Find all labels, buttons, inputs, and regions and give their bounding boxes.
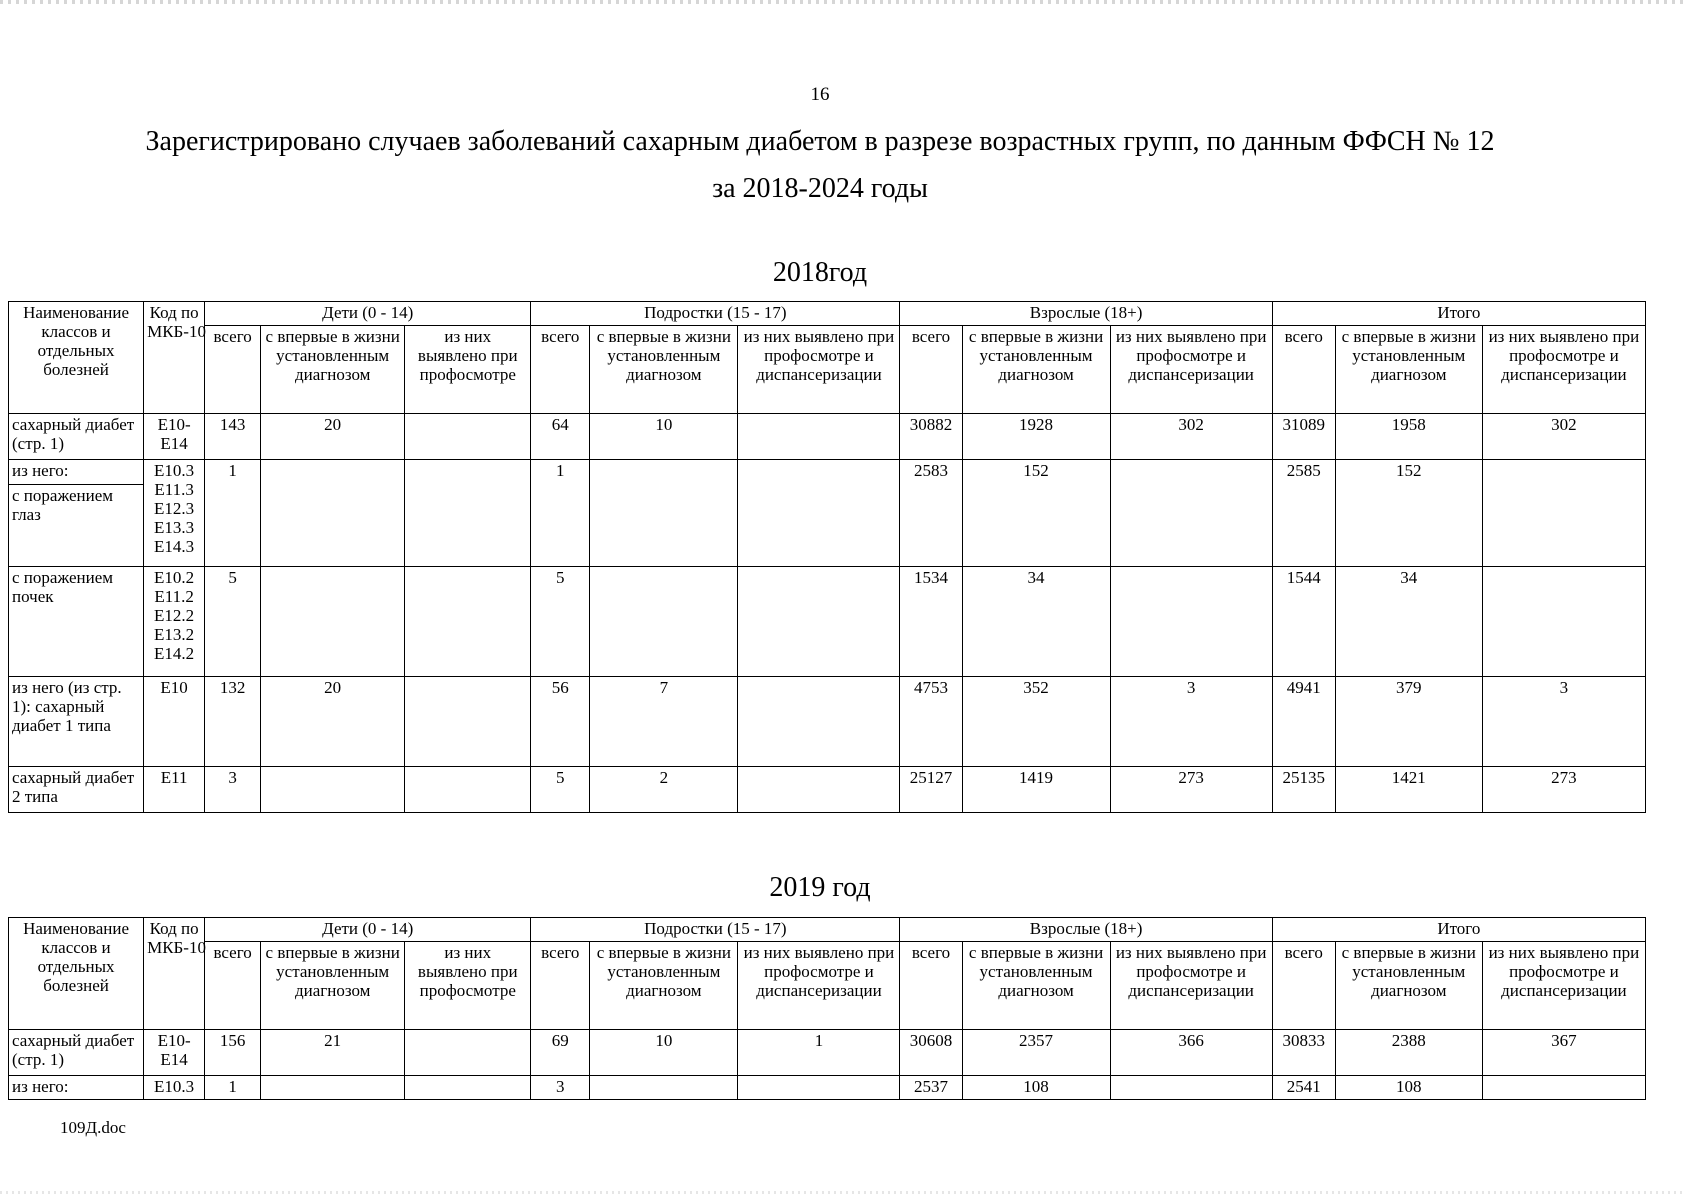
table-2018 xyxy=(8,301,1646,813)
row-code: E10-E14 xyxy=(144,1030,205,1076)
cell-value xyxy=(738,1076,900,1100)
header-total: всего xyxy=(1272,326,1335,414)
cell-value: 1419 xyxy=(962,767,1110,813)
header-first-diagnosis: с впервые в жизни установленным диагнозом xyxy=(962,326,1110,414)
cell-value: 21 xyxy=(261,1030,405,1076)
cell-value xyxy=(405,767,531,813)
row-name: с поражением глаз xyxy=(9,485,144,567)
header-first-diagnosis: с впервые в жизни установленным диагнозом xyxy=(1335,326,1482,414)
cell-value: 132 xyxy=(205,677,261,767)
header-first-diagnosis: с впервые в жизни установленным диагнозом xyxy=(261,942,405,1030)
cell-value xyxy=(1110,1076,1272,1100)
cell-value xyxy=(1482,567,1645,677)
table-row xyxy=(9,460,1646,485)
cell-value: 30882 xyxy=(900,414,962,460)
header-group-total: Итого xyxy=(1272,918,1645,942)
cell-value: 273 xyxy=(1110,767,1272,813)
cell-value: 302 xyxy=(1110,414,1272,460)
header-first-diagnosis: с впервые в жизни установленным диагнозом xyxy=(962,942,1110,1030)
footer-filename: 109Д.doc xyxy=(60,1118,126,1137)
row-code: E10.3 xyxy=(144,1076,205,1100)
cell-value: 152 xyxy=(1335,460,1482,567)
header-found-checkup: из них выявлено при профосмотре и диспансеризации xyxy=(738,326,900,414)
cell-value: 2583 xyxy=(900,460,962,567)
cell-value: 1421 xyxy=(1335,767,1482,813)
year-heading-2018: 2018год xyxy=(772,257,868,288)
cell-value: 3 xyxy=(531,1076,590,1100)
cell-value: 69 xyxy=(531,1030,590,1076)
year-heading-2019: 2019 год xyxy=(769,872,871,903)
header-first-diagnosis: с впервые в жизни установленным диагнозом xyxy=(261,326,405,414)
header-first-diagnosis: с впервые в жизни установленным диагнозом xyxy=(590,326,738,414)
cell-value: 2388 xyxy=(1335,1030,1482,1076)
header-group-children: Дети (0 - 14) xyxy=(205,918,531,942)
cell-value: 5 xyxy=(531,767,590,813)
cell-value: 152 xyxy=(962,460,1110,567)
cell-value: 30608 xyxy=(900,1030,962,1076)
row-code: E11 xyxy=(144,767,205,813)
cell-value xyxy=(1482,460,1645,567)
row-code: E10-E14 xyxy=(144,414,205,460)
cell-value: 4941 xyxy=(1272,677,1335,767)
cell-value: 25135 xyxy=(1272,767,1335,813)
cell-value: 1544 xyxy=(1272,567,1335,677)
row-name: сахарный диабет (стр. 1) xyxy=(9,414,144,460)
row-name: с поражением почек xyxy=(9,567,144,677)
table-row xyxy=(9,1076,1646,1100)
cell-value: 25127 xyxy=(900,767,962,813)
header-group-teens: Подростки (15 - 17) xyxy=(531,302,900,326)
cell-value: 367 xyxy=(1482,1030,1645,1076)
header-found-checkup: из них выявлено при профосмотре и диспансеризации xyxy=(1110,326,1272,414)
cell-value xyxy=(405,1076,531,1100)
cell-value xyxy=(405,567,531,677)
cell-value: 2 xyxy=(590,767,738,813)
cell-value: 273 xyxy=(1482,767,1645,813)
cell-value: 2541 xyxy=(1272,1076,1335,1100)
header-first-diagnosis: с впервые в жизни установленным диагнозом xyxy=(590,942,738,1030)
cell-value xyxy=(1482,1076,1645,1100)
table-row xyxy=(9,567,1646,677)
cell-value xyxy=(1110,567,1272,677)
cell-value xyxy=(1110,460,1272,567)
header-found-checkup: из них выявлено при профосмотре и диспансеризации xyxy=(1482,326,1645,414)
header-name: Наименование классов и отдельных болезней xyxy=(9,918,144,1030)
header-code: Код по МКБ-10 xyxy=(144,302,205,414)
row-name: из него (из стр. 1): сахарный диабет 1 типа xyxy=(9,677,144,767)
cell-value: 2357 xyxy=(962,1030,1110,1076)
header-group-teens: Подростки (15 - 17) xyxy=(531,918,900,942)
cell-value: 3 xyxy=(1482,677,1645,767)
cell-value: 34 xyxy=(962,567,1110,677)
cell-value: 34 xyxy=(1335,567,1482,677)
header-group-total: Итого xyxy=(1272,302,1645,326)
cell-value xyxy=(261,460,405,567)
header-total: всего xyxy=(205,326,261,414)
header-found-checkup: из них выявлено при профосмотре xyxy=(405,326,531,414)
cell-value: 366 xyxy=(1110,1030,1272,1076)
cell-value: 4753 xyxy=(900,677,962,767)
header-total: всего xyxy=(900,326,962,414)
cell-value: 352 xyxy=(962,677,1110,767)
cell-value xyxy=(405,677,531,767)
cell-value: 7 xyxy=(590,677,738,767)
cell-value: 1 xyxy=(531,460,590,567)
header-found-checkup: из них выявлено при профосмотре xyxy=(405,942,531,1030)
cell-value: 30833 xyxy=(1272,1030,1335,1076)
cell-value: 143 xyxy=(205,414,261,460)
cell-value xyxy=(738,460,900,567)
cell-value: 3 xyxy=(205,767,261,813)
cell-value: 302 xyxy=(1482,414,1645,460)
cell-value: 31089 xyxy=(1272,414,1335,460)
row-name: из него: xyxy=(9,460,144,485)
header-total: всего xyxy=(531,326,590,414)
scan-bottom-edge xyxy=(0,1191,1686,1194)
header-total: всего xyxy=(1272,942,1335,1030)
header-first-diagnosis: с впервые в жизни установленным диагнозом xyxy=(1335,942,1482,1030)
row-code: E10.3 E11.3 E12.3 E13.3 E14.3 xyxy=(144,460,205,567)
cell-value xyxy=(590,460,738,567)
header-code: Код по МКБ-10 xyxy=(144,918,205,1030)
cell-value: 10 xyxy=(590,414,738,460)
page-title-years: за 2018-2024 годы xyxy=(712,173,928,204)
cell-value xyxy=(738,677,900,767)
row-code: E10 xyxy=(144,677,205,767)
cell-value: 1 xyxy=(205,460,261,567)
table-row xyxy=(9,767,1646,813)
cell-value: 56 xyxy=(531,677,590,767)
cell-value: 1958 xyxy=(1335,414,1482,460)
cell-value: 1534 xyxy=(900,567,962,677)
table-row xyxy=(9,677,1646,767)
header-found-checkup: из них выявлено при профосмотре и диспансеризации xyxy=(1110,942,1272,1030)
cell-value xyxy=(738,767,900,813)
row-name: сахарный диабет (стр. 1) xyxy=(9,1030,144,1076)
cell-value xyxy=(590,567,738,677)
cell-value xyxy=(261,567,405,677)
table-row xyxy=(9,414,1646,460)
cell-value: 20 xyxy=(261,677,405,767)
cell-value xyxy=(405,414,531,460)
cell-value xyxy=(261,767,405,813)
header-group-children: Дети (0 - 14) xyxy=(205,302,531,326)
cell-value xyxy=(261,1076,405,1100)
cell-value: 2585 xyxy=(1272,460,1335,567)
cell-value xyxy=(590,1076,738,1100)
header-name: Наименование классов и отдельных болезней xyxy=(9,302,144,414)
row-name: из него: xyxy=(9,1076,144,1100)
cell-value: 10 xyxy=(590,1030,738,1076)
cell-value: 1 xyxy=(738,1030,900,1076)
scan-top-edge xyxy=(0,0,1686,4)
header-group-adults: Взрослые (18+) xyxy=(900,918,1272,942)
cell-value: 5 xyxy=(205,567,261,677)
header-group-adults: Взрослые (18+) xyxy=(900,302,1272,326)
header-found-checkup: из них выявлено при профосмотре и диспансеризации xyxy=(738,942,900,1030)
header-found-checkup: из них выявлено при профосмотре и диспансеризации xyxy=(1482,942,1645,1030)
row-code: E10.2 E11.2 E12.2 E13.2 E14.2 xyxy=(144,567,205,677)
page-number: 16 xyxy=(810,84,830,105)
cell-value xyxy=(738,414,900,460)
cell-value: 1 xyxy=(205,1076,261,1100)
cell-value: 1928 xyxy=(962,414,1110,460)
cell-value xyxy=(405,460,531,567)
header-total: всего xyxy=(531,942,590,1030)
table-2019 xyxy=(8,917,1646,1100)
table-row xyxy=(9,1030,1646,1076)
cell-value: 64 xyxy=(531,414,590,460)
page-title: Зарегистрировано случаев заболеваний сахарным диабетом в разрезе возрастных групп, по данным ФФСН № 12 xyxy=(145,126,1495,157)
cell-value: 20 xyxy=(261,414,405,460)
row-name: сахарный диабет 2 типа xyxy=(9,767,144,813)
cell-value: 108 xyxy=(1335,1076,1482,1100)
cell-value: 3 xyxy=(1110,677,1272,767)
header-total: всего xyxy=(205,942,261,1030)
cell-value: 379 xyxy=(1335,677,1482,767)
cell-value: 156 xyxy=(205,1030,261,1076)
cell-value: 5 xyxy=(531,567,590,677)
cell-value xyxy=(738,567,900,677)
cell-value xyxy=(405,1030,531,1076)
cell-value: 108 xyxy=(962,1076,1110,1100)
header-total: всего xyxy=(900,942,962,1030)
cell-value: 2537 xyxy=(900,1076,962,1100)
